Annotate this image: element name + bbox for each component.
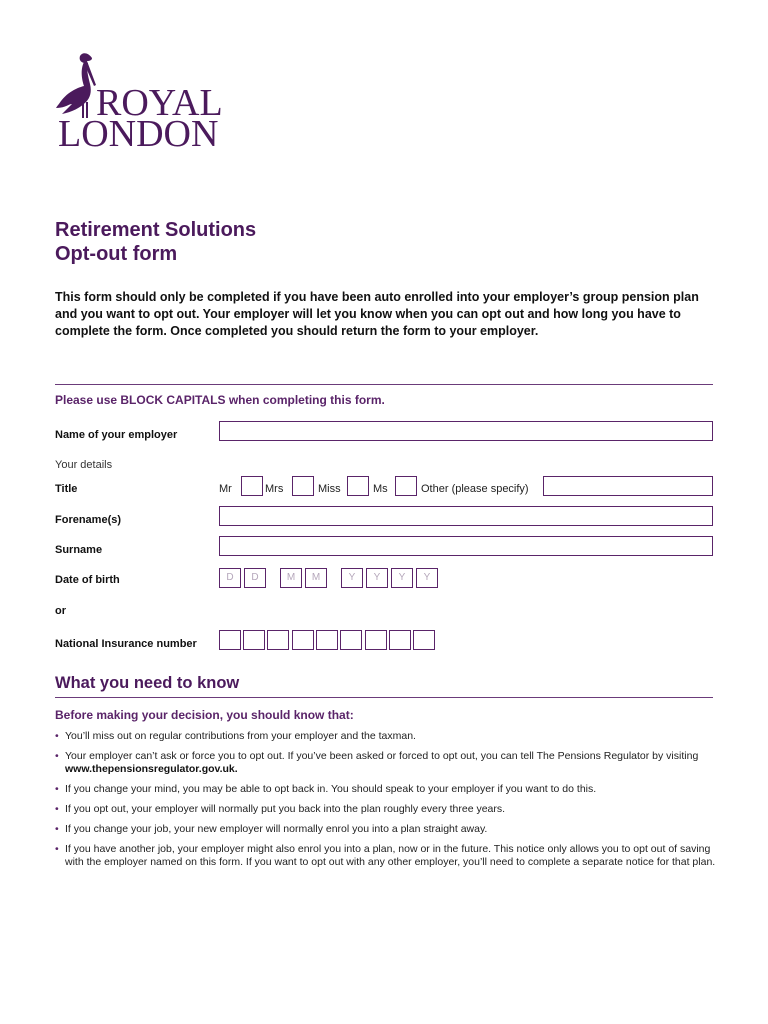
- brand-name-line2: LONDON: [58, 113, 219, 155]
- dob-label: Date of birth: [55, 574, 120, 586]
- regulator-link[interactable]: www.thepensionsregulator.gov.uk.: [65, 763, 238, 775]
- forenames-field[interactable]: [219, 506, 713, 526]
- block-capitals-note: Please use BLOCK CAPITALS when completing this form.: [55, 393, 385, 407]
- list-item-text: If you change your mind, you may be able to opt back in. You should speak to your employer if you want to do this.: [65, 783, 597, 795]
- title-label: Title: [55, 483, 78, 495]
- dob-month-box-1[interactable]: M: [280, 568, 302, 588]
- divider: [55, 384, 713, 385]
- title-ms-label: Ms: [373, 483, 388, 495]
- list-item: [55, 843, 717, 869]
- ni-box[interactable]: [389, 630, 411, 650]
- ni-box[interactable]: [219, 630, 241, 650]
- list-item: [55, 783, 717, 796]
- page-title: [55, 218, 256, 266]
- title-mrs-checkbox[interactable]: [292, 476, 314, 496]
- ni-label: National Insurance number: [55, 638, 197, 650]
- list-item-text: You’ll miss out on regular contributions from your employer and the taxman.: [65, 730, 416, 742]
- dob-year-box-4[interactable]: Y: [416, 568, 438, 588]
- list-item: [55, 750, 717, 776]
- ni-box[interactable]: [413, 630, 435, 650]
- dob-month-box-2[interactable]: M: [305, 568, 327, 588]
- ni-box[interactable]: [340, 630, 362, 650]
- employer-name-field[interactable]: [219, 421, 713, 441]
- brand-wordmark: [58, 82, 223, 155]
- surname-label: Surname: [55, 544, 103, 556]
- title-other-label: Other (please specify): [421, 483, 529, 495]
- surname-field[interactable]: [219, 536, 713, 556]
- dob-day-box-1[interactable]: D: [219, 568, 241, 588]
- before-note: Before making your decision, you should know that:: [55, 708, 354, 722]
- dob-year-box-2[interactable]: Y: [366, 568, 388, 588]
- your-details-heading: Your details: [55, 459, 113, 471]
- dob-year-box-3[interactable]: Y: [391, 568, 413, 588]
- list-item-text: If you change your job, your new employer will normally enrol you into a plan straight away.: [65, 823, 488, 835]
- brand-name-line1: ROYAL: [96, 82, 223, 124]
- intro-paragraph: This form should only be completed if you have been auto enrolled into your employer’s group pension plan and you want to opt out. Your employer will let you know when you can opt out and how long you have to complete the form. Once completed you should return the form to your employer.: [55, 290, 699, 338]
- title-miss-label: Miss: [318, 483, 341, 495]
- title-other-field[interactable]: [543, 476, 713, 496]
- title-mrs-label: Mrs: [265, 483, 284, 495]
- employer-label: Name of your employer: [55, 429, 178, 441]
- forenames-label: Forename(s): [55, 514, 122, 526]
- or-label: or: [55, 605, 66, 617]
- list-item-text: If you have another job, your employer might also enrol you into a plan, now or in the future. This notice only allows you to opt out of saving with the employer named on this form. If you want to opt out with any other employer, you’ll need to complete a separate notice for that plan.: [65, 843, 716, 868]
- ni-box[interactable]: [267, 630, 289, 650]
- ni-box[interactable]: [243, 630, 265, 650]
- info-list: [55, 730, 717, 876]
- divider: [55, 697, 713, 698]
- list-item-text: If you opt out, your employer will normally put you back into the plan roughly every three years.: [65, 803, 506, 815]
- title-mr-label: Mr: [219, 483, 232, 495]
- ni-box[interactable]: [365, 630, 387, 650]
- title-mr-checkbox[interactable]: [241, 476, 263, 496]
- page-title-line2: Opt-out form: [55, 243, 178, 265]
- title-ms-checkbox[interactable]: [395, 476, 417, 496]
- dob-year-box-1[interactable]: Y: [341, 568, 363, 588]
- list-item-text: Your employer can’t ask or force you to opt out. If you’ve been asked or forced to opt out, you can tell The Pensions Regulator by visiting: [65, 750, 699, 762]
- ni-box[interactable]: [316, 630, 338, 650]
- list-item: [55, 823, 717, 836]
- list-item: [55, 803, 717, 816]
- list-item: [55, 730, 717, 743]
- dob-day-box-2[interactable]: D: [244, 568, 266, 588]
- section-heading: What you need to know: [55, 674, 240, 692]
- ni-box[interactable]: [292, 630, 314, 650]
- title-miss-checkbox[interactable]: [347, 476, 369, 496]
- page-title-line1: Retirement Solutions: [55, 219, 257, 241]
